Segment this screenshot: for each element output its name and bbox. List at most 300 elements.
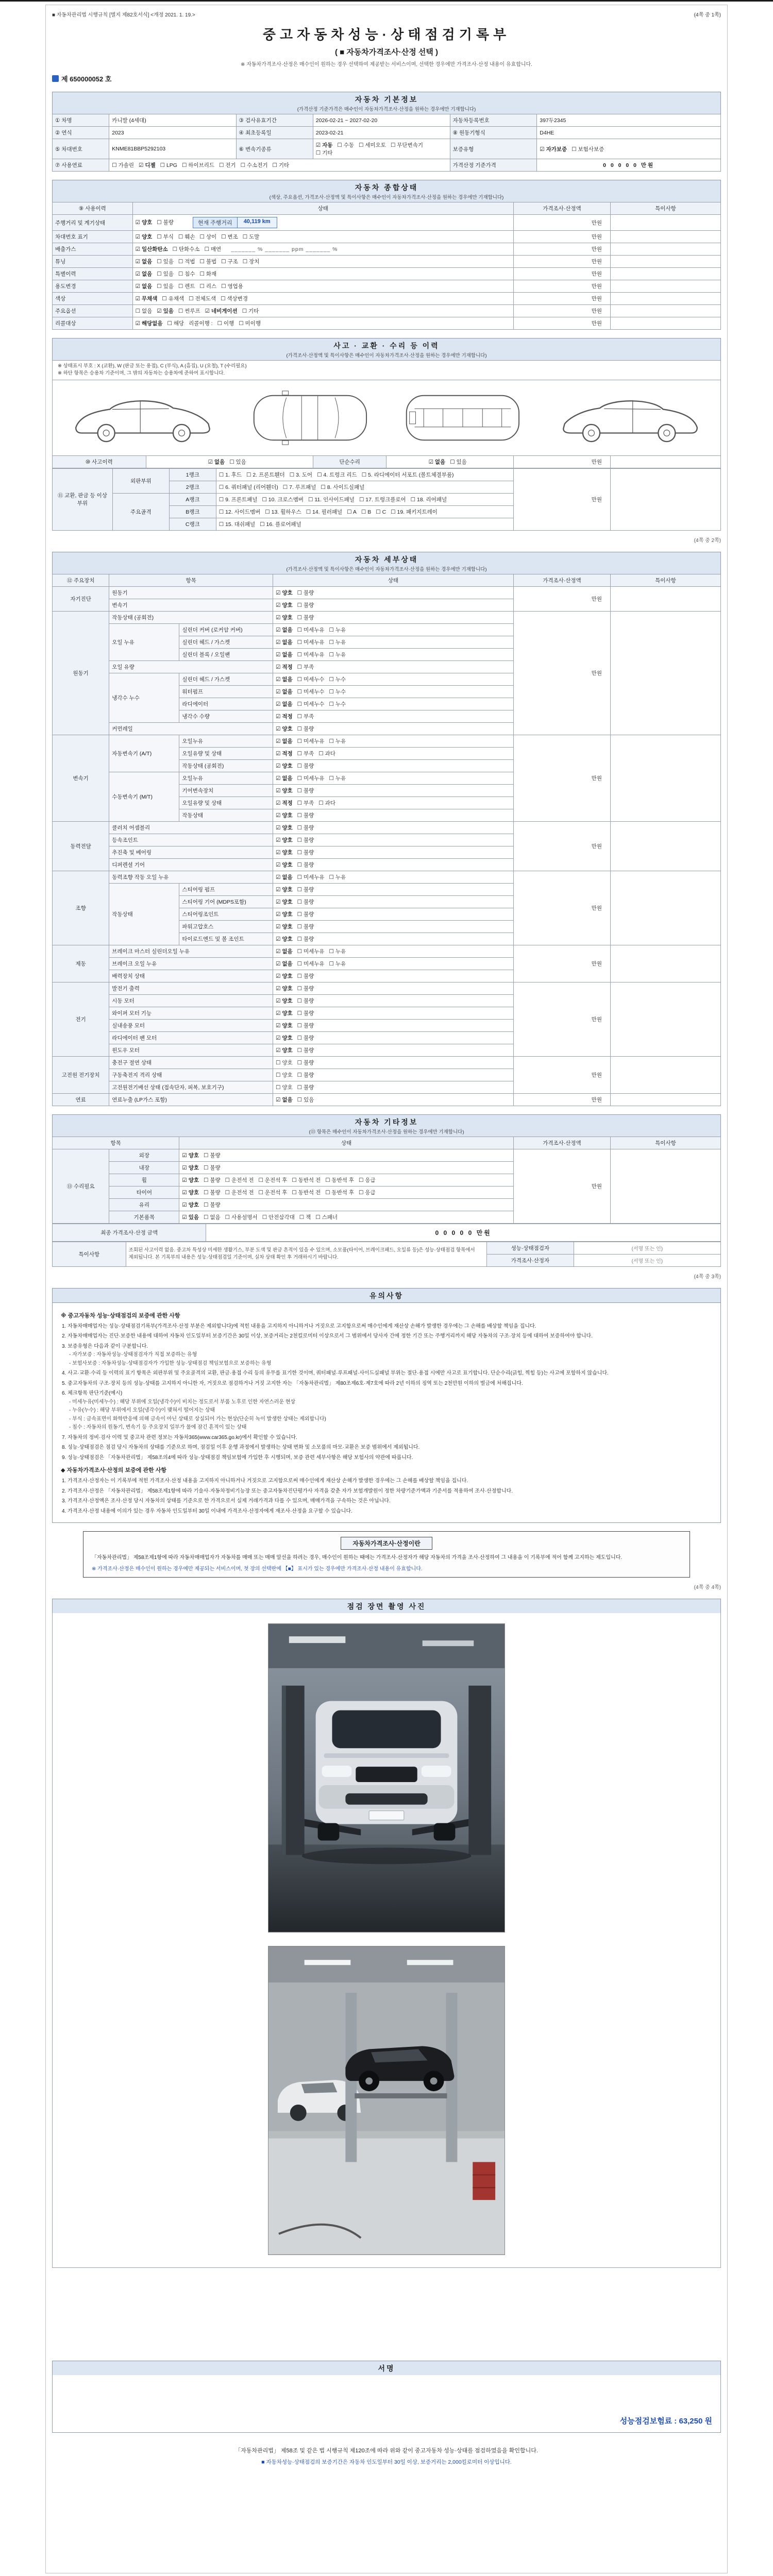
checkbox-리스[interactable]: ☐ 리스 [199, 283, 217, 290]
checkbox-일산화탄소[interactable]: ☑ 일산화탄소 [135, 246, 168, 252]
cell-text: 만원 [591, 905, 602, 911]
checkbox-미이행[interactable]: ☐ 미이행 [239, 320, 261, 327]
form-cell [179, 920, 273, 933]
checkbox-미세누유[interactable]: ☐ 미세누유 [297, 775, 325, 782]
form-cell [610, 256, 720, 268]
checkbox-없음[interactable]: ☑ 없음 [275, 626, 293, 633]
cell-text: 만원 [591, 296, 602, 302]
checkbox-부족[interactable]: ☐ 부족 [297, 800, 314, 806]
checkbox-미세누유[interactable]: ☐ 미세누유 [297, 626, 325, 633]
form-cell [450, 114, 537, 127]
checkbox-세미오토[interactable]: ☐ 세미오토 [359, 142, 386, 148]
checkbox-C[interactable]: ☐ C [376, 509, 386, 515]
checkbox-매연[interactable]: ☐ 매연 [204, 246, 222, 252]
checkbox-동반석 전[interactable]: ☐ 동반석 전 [292, 1177, 321, 1183]
checkbox-네비게이션[interactable]: ☑ 네비게이션 [205, 308, 238, 314]
cell-text: 원동기 [112, 589, 128, 596]
symbol-legend [52, 360, 721, 380]
checkbox-미세누유[interactable]: ☐ 미세누유 [297, 738, 325, 744]
checkbox-group [273, 846, 513, 858]
checkbox-11. 인사이드패널[interactable]: ☐ 11. 인사이드패널 [308, 496, 355, 503]
checkbox-있음[interactable]: ☑ 있음 [182, 1214, 199, 1221]
checkbox-동반석 전[interactable]: ☐ 동반석 전 [292, 1189, 321, 1196]
checkbox-10. 크로스멤버[interactable]: ☐ 10. 크로스멤버 [262, 496, 304, 503]
checkbox-양호[interactable]: ☑ 양호 [275, 973, 293, 979]
checkbox-불량[interactable]: ☐ 불량 [204, 1201, 221, 1208]
checkbox-누유[interactable]: ☐ 누유 [329, 775, 346, 782]
cell-text: ⑬ 수리필요 [66, 1183, 95, 1190]
checkbox-스패너[interactable]: ☐ 스패너 [315, 1214, 338, 1221]
checkbox-불량[interactable]: ☐ 불량 [297, 824, 314, 831]
checkbox-불량[interactable]: ☐ 불량 [297, 899, 314, 905]
etc-info-table [52, 1137, 721, 1224]
checkbox-양호[interactable]: ☐ 양호 [275, 1072, 293, 1078]
checkbox-렌트[interactable]: ☐ 렌트 [178, 283, 195, 290]
checkbox-탄화수소[interactable]: ☐ 탄화수소 [172, 246, 200, 252]
checkbox-LPG[interactable]: ☐ LPG [160, 162, 177, 168]
table-row [53, 871, 721, 883]
checkbox-운전석 전[interactable]: ☐ 운전석 전 [225, 1189, 254, 1196]
form-cell [53, 1224, 206, 1241]
checkbox-양호[interactable]: ☑ 양호 [275, 1022, 293, 1029]
signature-box[interactable] [52, 2375, 721, 2433]
cell-text: 만원 [591, 1183, 602, 1190]
checkbox-보험사보증[interactable]: ☐ 보험사보증 [572, 146, 604, 152]
checkbox-무단변속기[interactable]: ☐ 무단변속기 [390, 142, 423, 148]
checkbox-group [273, 759, 513, 772]
checkbox-양호[interactable]: ☐ 양호 [275, 1059, 293, 1066]
checkbox-양호[interactable]: ☑ 양호 [275, 837, 293, 843]
checkbox-양호[interactable]: ☑ 양호 [275, 589, 293, 596]
checkbox-있음[interactable]: ☐ 있음 [297, 1096, 314, 1103]
checkbox-없음[interactable]: ☑ 없음 [135, 259, 153, 265]
checkbox-불량[interactable]: ☐ 불량 [297, 1072, 314, 1078]
checkbox-6. 쿼터패널 (리어휀더)[interactable]: ☐ 6. 쿼터패널 (리어휀더) [219, 484, 278, 490]
checkbox-상이[interactable]: ☐ 상이 [199, 234, 217, 240]
checkbox-누유[interactable]: ☐ 누유 [329, 626, 346, 633]
checkbox-불량[interactable]: ☐ 불량 [297, 787, 314, 794]
checkbox-기타[interactable]: ☐ 기타 [242, 308, 259, 314]
checkbox-양호[interactable]: ☑ 양호 [182, 1152, 199, 1159]
checkbox-불량[interactable]: ☐ 불량 [297, 911, 314, 918]
form-cell [513, 611, 610, 735]
form-cell [112, 493, 169, 530]
checkbox-훼손[interactable]: ☐ 훼손 [178, 234, 195, 240]
checkbox-없음[interactable]: ☑ 없음 [428, 459, 446, 465]
checkbox-양호[interactable]: ☑ 양호 [275, 824, 293, 831]
checkbox-불량[interactable]: ☐ 불량 [297, 1035, 314, 1041]
checkbox-없음[interactable]: ☑ 없음 [135, 283, 153, 290]
cell-text: 변속기 [112, 602, 128, 608]
checkbox-group [273, 747, 513, 759]
checkbox-수소전기[interactable]: ☐ 수소전기 [240, 162, 268, 168]
cell-text: 실내송풍 모터 [112, 1022, 145, 1029]
checkbox-불량[interactable]: ☐ 불량 [204, 1152, 221, 1159]
checkbox-누유[interactable]: ☐ 누유 [329, 651, 346, 658]
checkbox-동반석 후[interactable]: ☐ 동반석 후 [325, 1177, 354, 1183]
checkbox-없음[interactable]: ☑ 없음 [135, 271, 153, 277]
checkbox-12. 사이드멤버[interactable]: ☐ 12. 사이드멤버 [219, 509, 261, 515]
form-cell [610, 1137, 720, 1149]
document-subnote: ※ 자동차가격조사·산정은 매수인이 원하는 경우 선택하여 제공받는 서비스이며, 선택한 경우에만 가격조사·산정 내용이 유효합니다. [241, 62, 532, 67]
checkbox-양호[interactable]: ☑ 양호 [275, 614, 293, 621]
cell-text: 만원 [591, 234, 602, 240]
notice-item: 3. 보증유형은 다음과 같이 구분합니다. [62, 1343, 148, 1349]
checkbox-적정[interactable]: ☑ 적정 [275, 750, 293, 757]
form-cell [169, 518, 216, 530]
form-cell [513, 735, 610, 821]
form-cell [610, 982, 720, 1056]
checkbox-미세누수[interactable]: ☐ 미세누수 [297, 701, 325, 707]
accident-history-table [52, 455, 721, 468]
checkbox-부족[interactable]: ☐ 부족 [297, 750, 314, 757]
checkbox-양호[interactable]: ☑ 양호 [275, 1010, 293, 1016]
checkbox-운전석 후[interactable]: ☐ 운전석 후 [258, 1189, 288, 1196]
cell-text: 작동상태 (공회전) [182, 762, 224, 769]
cell-text: 수동변속기 (M/T) [112, 793, 153, 800]
checkbox-부족[interactable]: ☐ 부족 [297, 664, 314, 670]
checkbox-누유[interactable]: ☐ 누유 [329, 948, 346, 955]
checkbox-group [273, 784, 513, 796]
checkbox-누유[interactable]: ☐ 누유 [329, 960, 346, 967]
checkbox-없음[interactable]: ☑ 없음 [275, 738, 293, 744]
checkbox-침수[interactable]: ☐ 침수 [178, 271, 195, 277]
checkbox-기타[interactable]: ☐ 기타 [272, 162, 290, 168]
checkbox-영업용[interactable]: ☐ 영업용 [221, 283, 243, 290]
cell-text: 외판부위 [130, 478, 152, 484]
checkbox-도말[interactable]: ☐ 도말 [242, 234, 260, 240]
checkbox-8. 사이드실패널[interactable]: ☐ 8. 사이드실패널 [321, 484, 365, 490]
checkbox-불량[interactable]: ☐ 불량 [297, 985, 314, 992]
checkbox-불량[interactable]: ☐ 불량 [297, 1059, 314, 1066]
checkbox-해당없음[interactable]: ☑ 해당없음 [135, 320, 163, 327]
checkbox-있음[interactable]: ☐ 있음 [157, 271, 174, 277]
checkbox-누수[interactable]: ☐ 누수 [329, 701, 346, 707]
checkbox-누유[interactable]: ☐ 누유 [329, 738, 346, 744]
checkbox-양호[interactable]: ☑ 양호 [275, 762, 293, 769]
form-cell [513, 243, 610, 256]
cell-text: 오일유량 및 상태 [182, 750, 222, 757]
checkbox-B[interactable]: ☐ B [361, 509, 372, 515]
table-row [53, 1137, 721, 1149]
checkbox-불량[interactable]: ☐ 불량 [297, 923, 314, 930]
checkbox-누수[interactable]: ☐ 누수 [329, 688, 346, 695]
checkbox-무채색[interactable]: ☑ 무채색 [135, 296, 158, 302]
car-diagram-side-left [69, 387, 221, 448]
checkbox-없음[interactable]: ☑ 없음 [275, 639, 293, 646]
checkbox-양호[interactable]: ☑ 양호 [135, 234, 153, 240]
insurance-fee-value: 63,250 원 [679, 2417, 712, 2426]
form-cell [179, 747, 273, 759]
checkbox-양호[interactable]: ☑ 양호 [275, 936, 293, 942]
checkbox-미세누유[interactable]: ☐ 미세누유 [297, 960, 325, 967]
checkbox-응급[interactable]: ☐ 응급 [358, 1189, 376, 1196]
checkbox-양호[interactable]: ☐ 양호 [275, 1084, 293, 1091]
checkbox-이행[interactable]: ☐ 이행 [217, 320, 234, 327]
checkbox-19. 패키지트레이[interactable]: ☐ 19. 패키지트레이 [391, 509, 438, 515]
checkbox-자가보증[interactable]: ☑ 자가보증 [540, 146, 567, 152]
checkbox-적정[interactable]: ☑ 적정 [275, 713, 293, 720]
checkbox-양호[interactable]: ☑ 양호 [275, 899, 293, 905]
checkbox-양호[interactable]: ☑ 양호 [182, 1177, 199, 1183]
checkbox-불량[interactable]: ☐ 불량 [297, 762, 314, 769]
checkbox-불량[interactable]: ☐ 불량 [297, 614, 314, 621]
checkbox-불량[interactable]: ☐ 불량 [297, 886, 314, 893]
checkbox-운전석 전[interactable]: ☐ 운전석 전 [225, 1177, 254, 1183]
checkbox-양호[interactable]: ☑ 양호 [275, 923, 293, 930]
checkbox-양호[interactable]: ☑ 양호 [135, 219, 153, 226]
checkbox-불량[interactable]: ☐ 불량 [297, 837, 314, 843]
checkbox-2. 프론트휀더[interactable]: ☐ 2. 프론트휀더 [246, 471, 285, 478]
cell-text: 가격산정 기준가격 [452, 162, 496, 168]
cell-text: 오일 유량 [112, 664, 135, 670]
checkbox-양호[interactable]: ☑ 양호 [182, 1164, 199, 1171]
checkbox-디젤[interactable]: ☑ 디젤 [139, 162, 156, 168]
cell-text: 자동차등록번호 [452, 117, 490, 124]
checkbox-적정[interactable]: ☑ 적정 [275, 664, 293, 670]
inline-label: 리콜이행 : [189, 320, 213, 327]
form-cell [610, 821, 720, 871]
checkbox-양호[interactable]: ☑ 양호 [275, 602, 293, 608]
checkbox-기타[interactable]: ☐ 기타 [315, 150, 333, 156]
checkbox-없음[interactable]: ☑ 없음 [275, 676, 293, 683]
checkbox-없음[interactable]: ☐ 없음 [204, 1214, 221, 1221]
checkbox-잭[interactable]: ☐ 잭 [299, 1214, 311, 1221]
checkbox-있음[interactable]: ☑ 있음 [157, 308, 174, 314]
form-cell [513, 202, 610, 215]
checkbox-불량[interactable]: ☐ 불량 [297, 936, 314, 942]
checkbox-13. 휠하우스[interactable]: ☐ 13. 휠하우스 [265, 509, 301, 515]
cell-text: 실린더 커버 (로커암 커버) [182, 626, 243, 633]
checkbox-있음[interactable]: ☐ 있음 [157, 283, 174, 290]
checkbox-양호[interactable]: ☑ 양호 [275, 886, 293, 893]
checkbox-9. 프론트패널[interactable]: ☐ 9. 프론트패널 [219, 496, 258, 503]
checkbox-불량[interactable]: ☐ 불량 [297, 861, 314, 868]
checkbox-누수[interactable]: ☐ 누수 [329, 676, 346, 683]
checkbox-불량[interactable]: ☐ 불량 [297, 589, 314, 596]
cell-text: 항목 [186, 577, 196, 584]
checkbox-불량[interactable]: ☐ 불량 [297, 1047, 314, 1054]
checkbox-없음[interactable]: ☑ 없음 [275, 960, 293, 967]
checkbox-응급[interactable]: ☐ 응급 [358, 1177, 376, 1183]
checkbox-불량[interactable]: ☐ 불량 [297, 1010, 314, 1016]
checkbox-부족[interactable]: ☐ 부족 [297, 713, 314, 720]
checkbox-하이브리드[interactable]: ☐ 하이브리드 [181, 162, 215, 168]
checkbox-있음[interactable]: ☐ 있음 [157, 259, 174, 265]
checkbox-사용설명서[interactable]: ☐ 사용설명서 [225, 1214, 258, 1221]
cell-text: 충전구 절연 상태 [112, 1059, 152, 1066]
checkbox-없음[interactable]: ☑ 없음 [208, 459, 225, 465]
checkbox-불량[interactable]: ☐ 불량 [297, 849, 314, 856]
table-row [53, 1149, 721, 1161]
cell-text: 원동기 [73, 670, 89, 676]
form-cell [109, 1093, 273, 1106]
checkbox-양호[interactable]: ☑ 양호 [275, 1035, 293, 1041]
table-row [53, 821, 721, 834]
checkbox-없음[interactable]: ☑ 없음 [275, 688, 293, 695]
checkbox-불량[interactable]: ☐ 불량 [297, 973, 314, 979]
checkbox-색상변경[interactable]: ☐ 색상변경 [221, 296, 248, 302]
checkbox-18. 리어패널[interactable]: ☐ 18. 리어패널 [410, 496, 447, 503]
form-cell [53, 293, 133, 305]
checkbox-불량[interactable]: ☐ 불량 [297, 812, 314, 819]
checkbox-가솔린[interactable]: ☐ 가솔린 [112, 162, 134, 168]
checkbox-불량[interactable]: ☐ 불량 [297, 1084, 314, 1091]
checkbox-있음[interactable]: ☐ 있음 [229, 459, 246, 465]
checkbox-불법[interactable]: ☐ 불법 [199, 259, 217, 265]
checkbox-유채색[interactable]: ☐ 유채색 [162, 296, 184, 302]
table-row [53, 982, 721, 994]
checkbox-변조[interactable]: ☐ 변조 [221, 234, 238, 240]
cell-text: 만원 [591, 259, 602, 265]
checkbox-동반석 후[interactable]: ☐ 동반석 후 [325, 1189, 354, 1196]
checkbox-양호[interactable]: ☑ 양호 [275, 849, 293, 856]
checkbox-없음[interactable]: ☑ 없음 [275, 775, 293, 782]
section-header [52, 1599, 721, 1613]
checkbox-3. 도어[interactable]: ☐ 3. 도어 [289, 471, 313, 478]
checkbox-양호[interactable]: ☑ 양호 [182, 1201, 199, 1208]
checkbox-양호[interactable]: ☑ 양호 [275, 787, 293, 794]
checkbox-과다[interactable]: ☐ 과다 [318, 800, 335, 806]
checkbox-group [273, 1056, 513, 1069]
notice-item: 5. 중고자동차의 구조·장치 등의 성능·상태를 고지하지 아니한 자, 거짓으로 점검하거나 거짓 고지한 자는 「자동차관리법」 제80조제6호·제7호에 따라 2년 이하의 징역 또는 2천만원 이하의 벌금에 처해집니다. [62, 1380, 523, 1386]
checkbox-없음[interactable]: ☑ 없음 [275, 1096, 293, 1103]
checkbox-있음[interactable]: ☐ 있음 [450, 459, 467, 465]
checkbox-적법[interactable]: ☐ 적법 [178, 259, 195, 265]
checkbox-적정[interactable]: ☑ 적정 [275, 800, 293, 806]
checkbox-양호[interactable]: ☑ 양호 [275, 725, 293, 732]
checkbox-썬루프[interactable]: ☐ 썬루프 [178, 308, 200, 314]
form-cell [53, 231, 133, 243]
checkbox-누유[interactable]: ☐ 누유 [329, 639, 346, 646]
checkbox-미세누유[interactable]: ☐ 미세누유 [297, 948, 325, 955]
cell-text: (서명 또는 인) [631, 1246, 663, 1252]
checkbox-자동[interactable]: ☑ 자동 [315, 142, 333, 148]
checkbox-15. 대쉬패널[interactable]: ☐ 15. 대쉬패널 [219, 521, 256, 528]
checkbox-불량[interactable]: ☐ 불량 [157, 219, 174, 226]
cell-text: 2023-02-21 [315, 129, 344, 136]
checkbox-안전삼각대[interactable]: ☐ 안전삼각대 [262, 1214, 295, 1221]
cell-text: 만원 [591, 1072, 602, 1078]
checkbox-운전석 후[interactable]: ☐ 운전석 후 [258, 1177, 288, 1183]
checkbox-미세누수[interactable]: ☐ 미세누수 [297, 676, 325, 683]
form-cell [53, 871, 109, 945]
section-header [52, 1114, 721, 1137]
checkbox-16. 플로어패널[interactable]: ☐ 16. 플로어패널 [260, 521, 301, 528]
document-subtitle: ( ■ 자동차가격조사·산정 선택 ) [334, 48, 439, 57]
form-cell [610, 735, 720, 821]
section-note: (가격조사·산정액 및 특이사항은 매수인이 자동차가격조사·산정을 원하는 경우에만 기재합니다) [286, 566, 487, 572]
form-cell [53, 1137, 179, 1149]
cell-text: ④ 최초등록일 [239, 130, 272, 136]
form-cell [53, 735, 109, 821]
checkbox-A[interactable]: ☐ A [347, 509, 357, 515]
checkbox-전기[interactable]: ☐ 전기 [219, 162, 236, 168]
checkbox-4. 트렁크 리드[interactable]: ☐ 4. 트렁크 리드 [317, 471, 357, 478]
checkbox-양호[interactable]: ☑ 양호 [182, 1189, 199, 1196]
checkbox-7. 루프패널[interactable]: ☐ 7. 루프패널 [282, 484, 316, 490]
cell-text: 실린더 헤드 / 가스켓 [182, 676, 230, 683]
cell-text: 조회된 사고이력 없음. 중고차 특성상 미세한 생활기스, 부분 도색 및 판금 흔적이 있을 수 있으며, 소모품(타이어, 브레이크패드, 오일류 등)은 성능·상태점검 항목에서 제외됩니다. 본 기록부의 내용은 성능·상태점검일 기준이며, 실차 상태 확인 후 거래하시기 바랍니다. [128, 1247, 475, 1260]
checkbox-수동[interactable]: ☐ 수동 [337, 142, 355, 148]
form-cell [179, 772, 273, 784]
checkbox-양호[interactable]: ☑ 양호 [275, 985, 293, 992]
checkbox-구조[interactable]: ☐ 구조 [221, 259, 238, 265]
table-row [53, 114, 721, 127]
section-title: 사고 · 교환 · 수리 등 이력 [333, 342, 440, 350]
form-cell [53, 127, 109, 139]
checkbox-불량[interactable]: ☐ 불량 [297, 997, 314, 1004]
legend-line-1: ※ 상태표시 부호 : X (교환), W (판금 또는 용접), C (부식), A (흠집), U (요철), T (수리필요) [58, 363, 247, 369]
checkbox-양호[interactable]: ☑ 양호 [275, 861, 293, 868]
checkbox-부식[interactable]: ☐ 부식 [157, 234, 174, 240]
checkbox-불량[interactable]: ☐ 불량 [204, 1177, 221, 1183]
checkbox-해당[interactable]: ☐ 해당 [167, 320, 184, 327]
checkbox-불량[interactable]: ☐ 불량 [204, 1164, 221, 1171]
checkbox-양호[interactable]: ☑ 양호 [275, 997, 293, 1004]
checkbox-누유[interactable]: ☐ 누유 [329, 874, 346, 880]
checkbox-과다[interactable]: ☐ 과다 [318, 750, 335, 757]
checkbox-불량[interactable]: ☐ 불량 [204, 1189, 221, 1196]
checkbox-없음[interactable]: ☑ 없음 [275, 651, 293, 658]
model-year [109, 127, 236, 139]
checkbox-5. 라디에이터 서포트 (볼트체결부품)[interactable]: ☐ 5. 라디에이터 서포트 (볼트체결부품) [361, 471, 454, 478]
notice-item: 7. 자동차의 정비·검사 이력 및 중고차 관련 정보는 자동차365(www.car365.go.kr)에서 확인할 수 있습니다. [62, 1434, 297, 1440]
notice-subitem: - 미세누유(미세누수) : 해당 부위에 오일(냉각수)이 비치는 정도로서 부품 노후로 인한 자연스러운 현상 [69, 1399, 296, 1405]
footer-statement: 「자동차관리법」 제58조 및 같은 법 시행규칙 제120조에 따라 위와 같이 중고자동차 성능·상태를 점검하였음을 확인합니다. [235, 2448, 538, 2454]
checkbox-미세누유[interactable]: ☐ 미세누유 [297, 639, 325, 646]
checkbox-1. 후드[interactable]: ☐ 1. 후드 [219, 471, 242, 478]
cell-text: 냉각수 수량 [182, 713, 210, 720]
form-cell [610, 231, 720, 243]
checkbox-미세누유[interactable]: ☐ 미세누유 [297, 874, 325, 880]
cell-text: 고전원전기배선 상태 (접속단자, 피복, 보호기구) [112, 1084, 224, 1091]
checkbox-17. 트렁크플로어[interactable]: ☐ 17. 트렁크플로어 [359, 496, 406, 503]
checkbox-불량[interactable]: ☐ 불량 [297, 602, 314, 608]
insurance-fee [620, 2415, 712, 2426]
checkbox-없음[interactable]: ☑ 없음 [275, 701, 293, 707]
form-cell [109, 957, 273, 970]
checkbox-화재[interactable]: ☐ 화재 [199, 271, 217, 277]
form-cell [109, 858, 273, 871]
checkbox-양호[interactable]: ☑ 양호 [275, 812, 293, 819]
checkbox-양호[interactable]: ☑ 양호 [275, 1047, 293, 1054]
checkbox-group [216, 468, 513, 481]
cell-text: 동력조향 작동 오일 누유 [112, 874, 169, 880]
cell-text: B랭크 [186, 509, 200, 515]
checkbox-미세누유[interactable]: ☐ 미세누유 [297, 651, 325, 658]
cell-text: 성능·상태점검자 [511, 1245, 550, 1251]
checkbox-양호[interactable]: ☑ 양호 [275, 911, 293, 918]
table-row [53, 735, 721, 747]
checkbox-14. 필러패널[interactable]: ☐ 14. 필러패널 [306, 509, 343, 515]
notice-subitem: - 누유(누수) : 해당 부위에서 오일(냉각수)이 맺혀서 떨어지는 상태 [69, 1408, 215, 1414]
checkbox-불량[interactable]: ☐ 불량 [297, 725, 314, 732]
form-cell [109, 599, 273, 611]
checkbox-전체도색[interactable]: ☐ 전체도색 [189, 296, 216, 302]
form-cell [179, 759, 273, 772]
checkbox-없음[interactable]: ☐ 없음 [135, 308, 153, 314]
checkbox-미세누수[interactable]: ☐ 미세누수 [297, 688, 325, 695]
checkbox-장치[interactable]: ☐ 장치 [242, 259, 260, 265]
form-cell [109, 1161, 179, 1174]
table-row [53, 1093, 721, 1106]
cell-text: 윈도우 모터 [112, 1047, 140, 1054]
checkbox-없음[interactable]: ☑ 없음 [275, 948, 293, 955]
cell-text: 특이사항 [655, 206, 676, 212]
checkbox-없음[interactable]: ☑ 없음 [275, 874, 293, 880]
checkbox-불량[interactable]: ☐ 불량 [297, 1022, 314, 1029]
